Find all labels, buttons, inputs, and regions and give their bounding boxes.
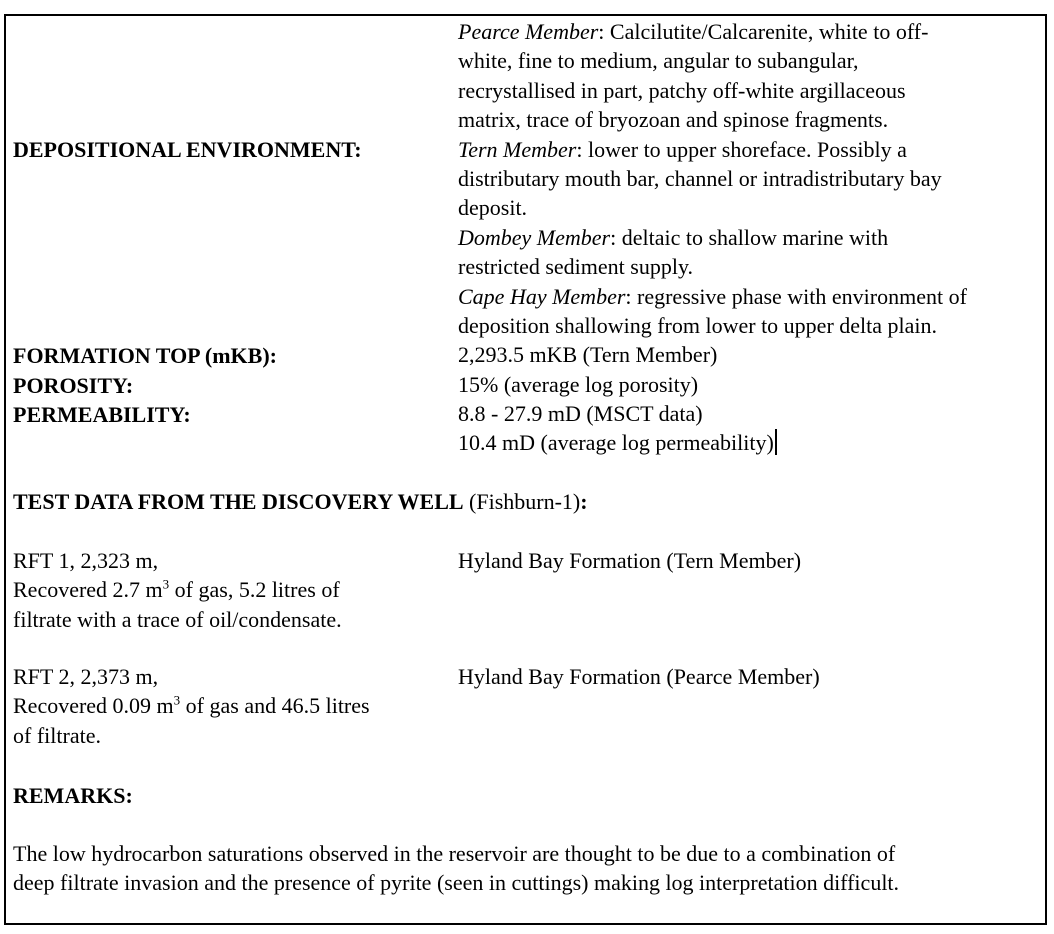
rft2-line-3: of filtrate.	[13, 722, 101, 748]
permeability-label: PERMEABILITY:	[13, 401, 191, 427]
cape-hay-line-2: deposition shallowing from lower to upper delta plain.	[458, 312, 938, 338]
rft1-line-2: Recovered 2.7 $m^3$ of gas, 5.2 litres of	[13, 577, 340, 603]
rft1-description	[13, 546, 342, 634]
cape-hay-line-1: Cape Hay Member: regressive phase with environment of	[458, 283, 967, 309]
test-data-heading: TEST DATA FROM THE DISCOVERY WELL (Fishburn-1):	[13, 489, 588, 514]
porosity-value: 15% (average log porosity)	[458, 371, 699, 397]
rft2-description	[13, 662, 370, 750]
pearce-line-1: Pearce Member: Calcilutite/Calcarenite, white to off-	[458, 19, 929, 44]
rft1-line-1: RFT 1, 2,323 m,	[13, 548, 159, 573]
permeability-value-msct: 8.8 - 27.9 mD (MSCT data)	[458, 401, 703, 427]
rft2-line-2: Recovered 0.09 $m^3$ of gas and 46.5 litres	[13, 693, 370, 719]
tern-line-3: deposit.	[458, 195, 528, 221]
pearce-member-name: Pearce Member	[458, 19, 599, 44]
dombey-line-2: restricted sediment supply.	[458, 254, 694, 280]
rft1-line-3: filtrate with a trace of oil/condensate.	[13, 606, 342, 632]
remarks-line-1: The low hydrocarbon saturations observed in the reservoir are thought to be due to a combination of	[13, 841, 896, 866]
pearce-line-3: recrystallised in part, patchy off-white argillaceous	[458, 77, 906, 103]
rft2-line-1: RFT 2, 2,373 m,	[13, 664, 159, 689]
tern-line-2: distributary mouth bar, channel or intradistributary bay	[458, 165, 942, 191]
depositional-environment-label: DEPOSITIONAL ENVIRONMENT:	[13, 137, 362, 163]
remarks-text	[13, 839, 899, 898]
formation-top-label: FORMATION TOP (mKB):	[13, 343, 277, 369]
rft2-formation: Hyland Bay Formation (Pearce Member)	[458, 664, 820, 689]
depositional-description	[458, 17, 967, 458]
remarks-heading: REMARKS:	[13, 783, 133, 808]
pearce-line-4: matrix, trace of bryozoan and spinose fragments.	[458, 107, 889, 133]
rft1-formation: Hyland Bay Formation (Tern Member)	[458, 548, 802, 573]
formation-top-value: 2,293.5 mKB (Tern Member)	[458, 342, 718, 368]
pearce-line-2: white, fine to medium, angular to subangular,	[458, 48, 859, 74]
dombey-member-name: Dombey Member	[458, 224, 611, 250]
remarks-line-2: deep filtrate invasion and the presence of pyrite (seen in cuttings) making log interpretation difficult.	[13, 870, 900, 896]
dombey-line-1: Dombey Member: deltaic to shallow marine with	[458, 224, 889, 250]
tern-member-name: Tern Member	[458, 136, 577, 162]
permeability-value-log: 10.4 mD (average log permeability)	[458, 428, 967, 457]
tern-line-1: Tern Member: lower to upper shoreface. Possibly a	[458, 136, 907, 162]
cape-hay-member-name: Cape Hay Member	[458, 283, 626, 309]
text-cursor	[775, 429, 777, 455]
porosity-label: POROSITY:	[13, 372, 134, 398]
